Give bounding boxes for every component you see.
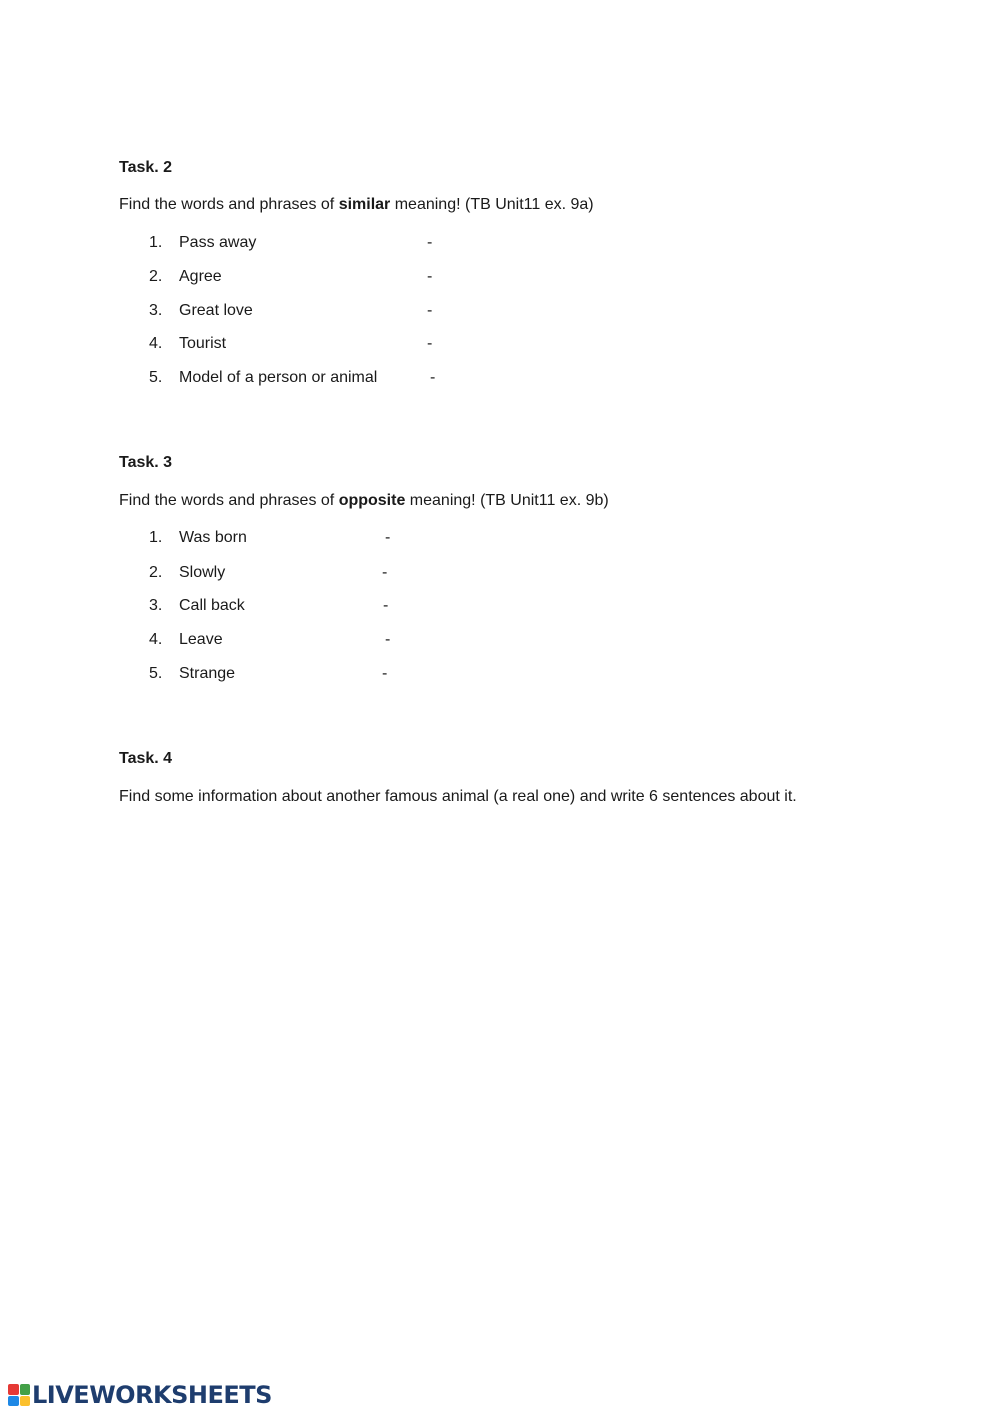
item-word: Tourist (179, 335, 227, 352)
item-word: Call back (179, 597, 245, 614)
liveworksheets-logo (8, 1382, 272, 1408)
answer-dash: - (427, 268, 433, 285)
item-number: 2. (149, 268, 163, 285)
logo-block (8, 1396, 19, 1407)
list-item (0, 334, 600, 354)
item-word: Agree (179, 268, 222, 285)
answer-dash: - (382, 665, 388, 682)
answer-dash: - (385, 631, 391, 648)
item-word: Pass away (179, 234, 257, 251)
answer-dash: - (427, 335, 433, 352)
item-word: Leave (179, 631, 223, 648)
task-3-instruction (119, 491, 609, 511)
item-number: 4. (149, 335, 163, 352)
item-number: 1. (149, 529, 163, 546)
answer-dash: - (385, 529, 391, 546)
list-item (0, 267, 600, 287)
logo-block (20, 1384, 31, 1395)
instruction-text: meaning! (TB Unit11 ex. 9b) (405, 492, 609, 509)
logo-blocks-icon (8, 1384, 30, 1406)
list-item (0, 596, 600, 616)
list-item (0, 233, 600, 253)
logo-text: LIVEWORKSHEETS (32, 1381, 272, 1409)
item-number: 2. (149, 564, 163, 581)
answer-dash: - (430, 369, 436, 386)
instruction-emphasis: similar (338, 196, 391, 213)
item-number: 5. (149, 369, 163, 386)
item-number: 4. (149, 631, 163, 648)
task-2-instruction (119, 195, 594, 215)
logo-block (20, 1396, 31, 1407)
item-word: Slowly (179, 564, 226, 581)
item-word: Was born (179, 529, 247, 546)
item-word: Strange (179, 665, 236, 682)
task-3-heading: Task. 3 (119, 454, 173, 471)
item-number: 1. (149, 234, 163, 251)
item-word: Great love (179, 302, 253, 319)
instruction-text: Find the words and phrases of (119, 196, 339, 213)
answer-dash: - (383, 597, 389, 614)
instruction-text: meaning! (TB Unit11 ex. 9a) (390, 196, 594, 213)
list-item (0, 664, 600, 684)
instruction-text: Find the words and phrases of (119, 492, 339, 509)
logo-block (8, 1384, 19, 1395)
answer-dash: - (427, 302, 433, 319)
item-word: Model of a person or animal (179, 369, 378, 386)
item-number: 3. (149, 597, 163, 614)
list-item (0, 528, 600, 548)
item-number: 3. (149, 302, 163, 319)
list-item (0, 368, 600, 388)
list-item (0, 563, 600, 583)
list-item (0, 630, 600, 650)
task-2-heading: Task. 2 (119, 159, 173, 176)
answer-dash: - (382, 564, 388, 581)
list-item (0, 301, 600, 321)
task-4-heading: Task. 4 (119, 750, 173, 767)
instruction-emphasis: opposite (338, 492, 406, 509)
item-number: 5. (149, 665, 163, 682)
task-4-instruction: Find some information about another famous animal (a real one) and write 6 sentences about it. (119, 788, 797, 805)
answer-dash: - (427, 234, 433, 251)
